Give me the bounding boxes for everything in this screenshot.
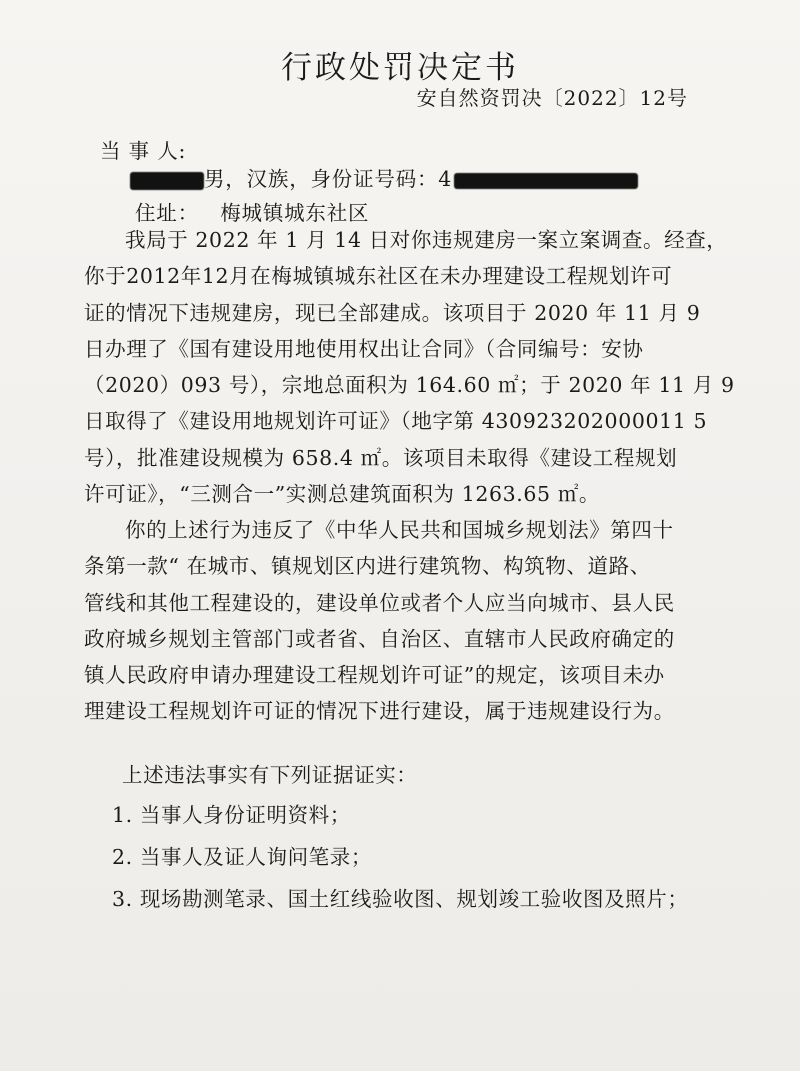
- address-value: 梅城镇城东社区: [220, 201, 370, 225]
- evidence-intro: 上述违法事实有下列证据证实：: [122, 763, 418, 787]
- violation-line: 条第一款“ 在城市、镇规划区内进行建筑物、构筑物、道路、: [84, 554, 651, 579]
- address-label: 住址：: [135, 201, 199, 225]
- violation-line: 管线和其他工程建设的，建设单位或者个人应当向城市、县人民: [84, 590, 675, 615]
- document-title: 行政处罚决定书: [281, 50, 519, 86]
- evidence-item: 3. 现场勘测笔录、国土红线验收图、规划竣工验收图及照片；: [112, 887, 689, 911]
- document-number: 安自然资罚决〔2022〕12号: [416, 86, 688, 110]
- evidence-item: 2. 当事人及证人询问笔录；: [112, 845, 372, 869]
- redacted-name: [130, 172, 204, 190]
- violation-line: 政府城乡规划主管部门或者省、自治区、直辖市人民政府确定的: [84, 626, 675, 651]
- evidence-item: 1. 当事人身份证明资料；: [112, 803, 351, 827]
- facts-line: 证的情况下违规建房，现已全部建成。该项目于 2020 年 11 月 9: [84, 300, 701, 325]
- facts-line: （2020）093 号），宗地总面积为 164.60 ㎡；于 2020 年 11 月 9: [84, 373, 735, 398]
- party-person-info: 男，汉族，身份证号码：4: [204, 167, 453, 191]
- facts-line: 我局于 2022 年 1 月 14 日对你违规建房一案立案调查。经查，: [125, 228, 728, 252]
- violation-paragraph: [84, 512, 724, 730]
- facts-line: 日办理了《国有建设用地使用权出让合同》（合同编号：安协: [84, 336, 644, 361]
- facts-line: 许可证》，“三测合一”实测总建筑面积为 1263.65 ㎡。: [84, 482, 601, 507]
- facts-paragraph: [84, 222, 735, 512]
- facts-line: 号），批准建设规模为 658.4 ㎡。该项目未取得《建设工程规划: [84, 445, 678, 470]
- party-info-line: [130, 162, 770, 192]
- redacted-id-number: [454, 173, 638, 189]
- violation-line: 你的上述行为违反了《中华人民共和国城乡规划法》第四十: [125, 518, 674, 542]
- violation-line: 理建设工程规划许可证的情况下进行建设，属于违规建设行为。: [84, 699, 675, 724]
- violation-line: 镇人民政府申请办理建设工程规划许可证”的规定，该项目未办: [84, 663, 665, 688]
- facts-line: 你于2012年12月在梅城镇城东社区在未办理建设工程规划许可: [84, 264, 673, 289]
- party-label: 当 事 人:: [100, 139, 187, 163]
- facts-line: 日取得了《建设用地规划许可证》（地字第 430923202000011 5: [84, 409, 708, 434]
